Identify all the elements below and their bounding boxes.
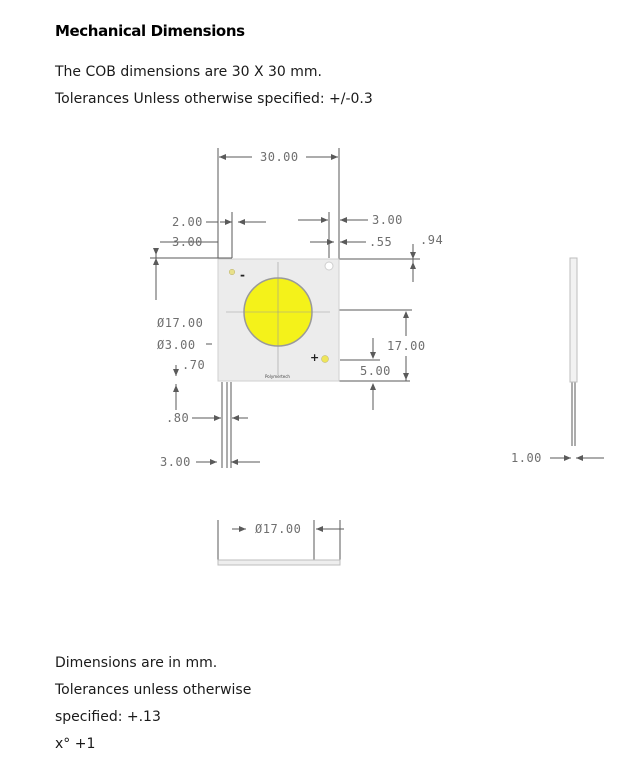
dim-right-c: .94 <box>420 233 444 247</box>
dim-hole-diameter: Ø3.00 <box>157 338 196 352</box>
dim-070: .70 <box>182 358 206 372</box>
section-heading: Mechanical Dimensions <box>55 22 245 40</box>
mounting-hole-bottom-right <box>322 356 329 363</box>
dim-5: 5.00 <box>360 364 391 378</box>
mounting-hole-top-left <box>229 269 235 275</box>
dim-side-thickness: 1.00 <box>511 451 542 465</box>
intro-tolerance-text: Tolerances Unless otherwise specified: +/-0.3 <box>55 91 373 107</box>
dim-right-b: .55 <box>369 235 393 249</box>
dim-left-a: 2.00 <box>172 215 203 229</box>
dim-left-b: 3.00 <box>172 235 203 249</box>
dim-3-bottom: 3.00 <box>160 455 191 469</box>
dim-led-diameter: Ø17.00 <box>157 316 204 330</box>
side-view-body <box>570 258 577 382</box>
notes-units: Dimensions are in mm. <box>55 655 218 671</box>
brand-marking: Polymertech <box>265 374 290 379</box>
dim-width: 30.00 <box>260 150 299 164</box>
dim-17: 17.00 <box>387 339 426 353</box>
bottom-view-body <box>218 560 340 565</box>
notes-tolerance-1: Tolerances unless otherwise <box>55 682 252 698</box>
notch-top-right <box>325 262 333 270</box>
notes-angle: x° +1 <box>55 736 96 752</box>
dim-080: .80 <box>166 411 190 425</box>
plus-marking: + <box>310 351 320 364</box>
notes-tolerance-2: specified: +.13 <box>55 709 161 725</box>
intro-dimensions-text: The COB dimensions are 30 X 30 mm. <box>55 64 322 80</box>
minus-marking: - <box>240 268 245 282</box>
dim-right-a: 3.00 <box>372 213 403 227</box>
dim-bottom-diameter: Ø17.00 <box>255 522 302 536</box>
